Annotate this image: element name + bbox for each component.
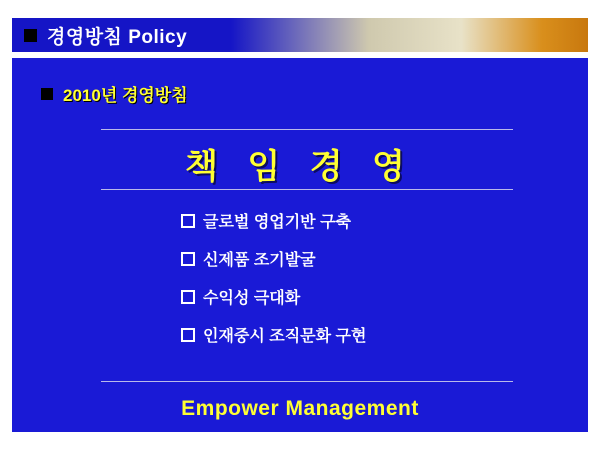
list-item <box>181 285 521 308</box>
square-outline-bullet-icon <box>181 252 195 266</box>
subtitle-label: 2010년 경영방침 <box>63 86 188 105</box>
list-item-label: 글로벌 영업기반 구축 <box>203 214 351 231</box>
list-item-label: 수익성 극대화 <box>203 290 301 307</box>
bullet-list <box>181 209 521 361</box>
divider-top <box>101 129 513 130</box>
square-outline-bullet-icon <box>181 328 195 342</box>
square-bullet-icon <box>41 88 53 100</box>
square-outline-bullet-icon <box>181 290 195 304</box>
divider-middle <box>101 189 513 190</box>
headline-text: 책 임 경 영 <box>185 148 415 186</box>
list-item <box>181 247 521 270</box>
list-item <box>181 209 521 232</box>
square-bullet-icon <box>24 29 37 42</box>
list-item-label: 인재중시 조직문화 구현 <box>203 328 367 345</box>
square-outline-bullet-icon <box>181 214 195 228</box>
page-title: 경영방침 Policy <box>47 26 188 48</box>
slide-header-bar <box>12 18 588 52</box>
list-item <box>181 323 521 346</box>
subtitle-row <box>41 81 188 106</box>
list-item-label: 신제품 조기발굴 <box>203 252 316 269</box>
divider-bottom <box>101 381 513 382</box>
slide-body-panel <box>12 58 588 432</box>
footer-text: Empower Management <box>181 397 419 420</box>
